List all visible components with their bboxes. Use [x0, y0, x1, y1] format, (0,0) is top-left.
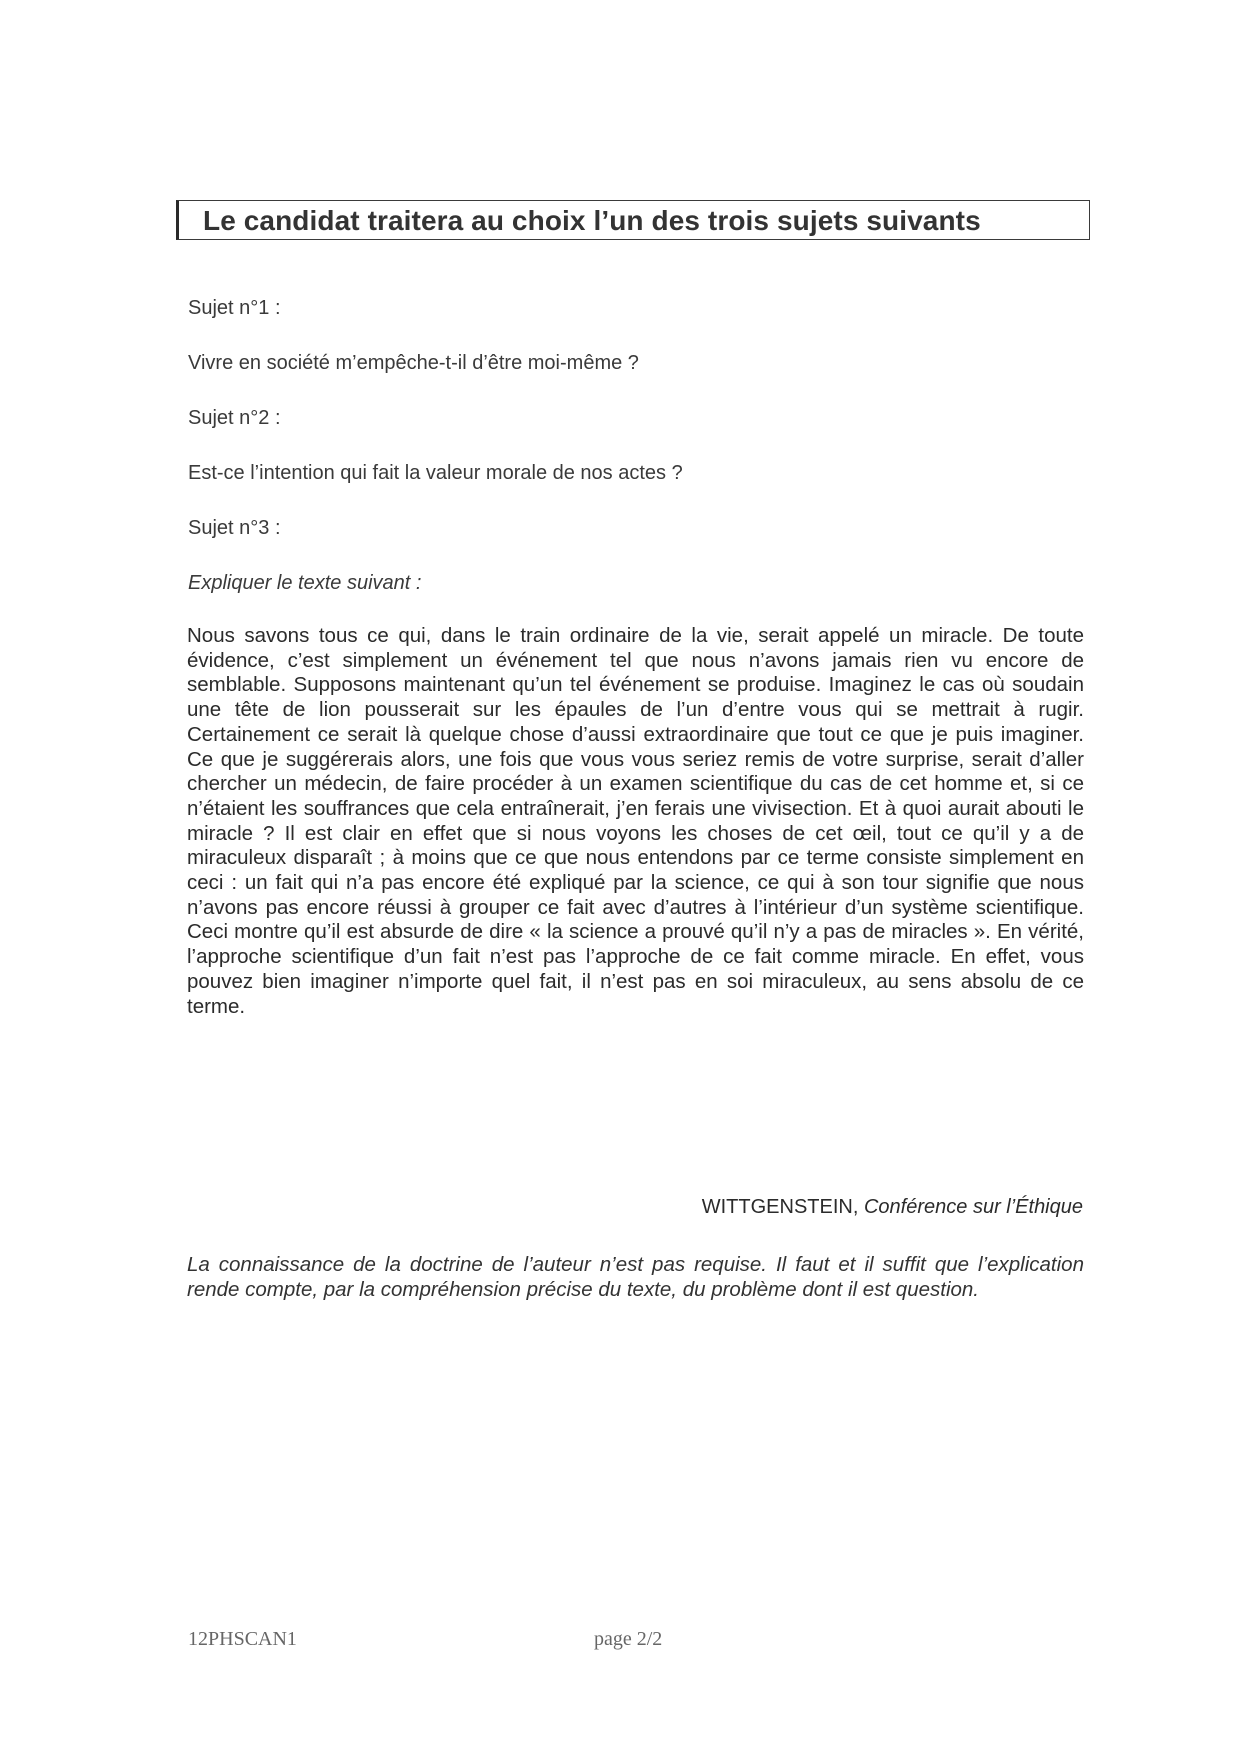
passage-text: Nous savons tous ce qui, dans le train ordinaire de la vie, serait appelé un miracle. De toute évidence, c’est simplement un événement tel que nous n’avons jamais rien vu encore de semblable. Supposons maintenant qu’un tel événement se produise. Imaginez le cas où soudain une tête de lion pousserait sur les épaules de l’un d’entre vous qui se mettrait à rugir. Certainement ce serait là quelque chose d’aussi extraordinaire que tout ce que je puis imaginer. Ce que je suggérerais alors, une fois que vous vous seriez remis de votre surprise, serait d’aller chercher un médecin, de faire procéder à un examen scientifique du cas de cet homme et, si ce n’étaient les souffrances que cela entraînerait, j’en ferais une vivisection. Et à quoi aurait abouti le miracle ? Il est clair en effet que si nous voyons les choses de cet œil, tout ce qu’il y a de miraculeux disparaît ; à moins que ce que nous entendons par ce terme consiste simplement en ceci : un fait qui n’a pas encore été expliqué par la science, ce qui à son tour signifie que nous n’avons pas encore réussi à grouper ce fait avec d’autres à l’intérieur d’un système scientifique. Ceci montre qu’il est absurde de dire « la science a prouvé qu’il n’y a pas de miracles ». En vérité, l’approche scientifique d’un fait n’est pas l’approche de ce fait comme miracle. En effet, vous pouvez bien imaginer n’importe quel fait, il n’est pas en soi miraculeux, au sens absolu de ce terme. [187, 624, 1084, 1018]
subject-2-label: Sujet n°2 : [188, 407, 281, 429]
subject-2-question: Est-ce l’intention qui fait la valeur morale de nos actes ? [188, 462, 683, 484]
subject-3-instruction: Expliquer le texte suivant : [188, 572, 422, 594]
passage-attribution [702, 1196, 1083, 1219]
footer-code: 12PHSCAN1 [188, 1628, 297, 1650]
passage-work: Conférence sur l’Éthique [863, 1196, 1083, 1218]
subject-1-label: Sujet n°1 : [188, 297, 281, 319]
page-title: Le candidat traitera au choix l’un des trois sujets suivants [176, 200, 1090, 240]
subject-1-question: Vivre en société m’empêche-t-il d’être moi-même ? [188, 352, 639, 374]
footer-page-number: page 2/2 [594, 1628, 663, 1650]
subject-3-label: Sujet n°3 : [188, 517, 281, 539]
explanation-note: La connaissance de la doctrine de l’auteur n’est pas requise. Il faut et il suffit que l’explication rende compte, par la compréhension précise du texte, du problème dont il est question. [187, 1253, 1084, 1301]
passage-author: WITTGENSTEIN, [701, 1196, 859, 1218]
